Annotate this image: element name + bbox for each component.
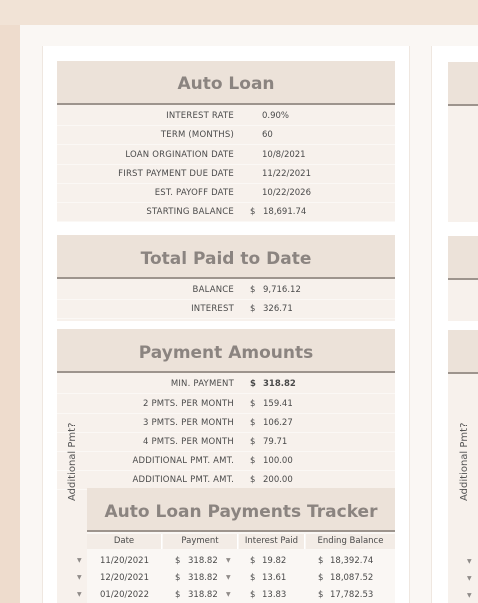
paid-balance-row	[57, 280, 395, 300]
second-sheet-panel-3-header	[448, 330, 478, 374]
tracker-title: Auto Loan Payments Tracker	[87, 488, 395, 532]
auto-loan-panel	[57, 61, 395, 222]
origination-date-row	[57, 145, 395, 165]
term-label: TERM (MONTHS)	[160, 130, 234, 140]
row-balance: 18,087.52	[330, 573, 374, 583]
second-sheet-panel-1-header	[448, 62, 478, 106]
starting-balance-value[interactable]: 18,691.74	[263, 207, 307, 217]
col-header-ending-balance: Ending Balance	[306, 534, 396, 549]
first-payment-row	[57, 164, 395, 184]
two-pmts-currency: $	[250, 399, 256, 409]
row-balance-currency: $	[318, 556, 324, 566]
total-paid-panel	[57, 235, 395, 321]
starting-balance-row	[57, 202, 395, 222]
row-interest-currency: $	[250, 573, 256, 583]
payment-dropdown-icon[interactable]: ▼	[226, 574, 231, 581]
row-payment[interactable]: 318.82	[188, 590, 218, 600]
four-pmts-value: 79.71	[263, 437, 288, 447]
second-sheet-panel-1	[448, 62, 478, 222]
second-sheet-panel-2	[448, 236, 478, 321]
additional-pmt-2-value[interactable]: 200.00	[263, 475, 293, 485]
paid-balance-label: BALANCE	[192, 285, 234, 295]
payment-dropdown-icon[interactable]: ▼	[226, 591, 231, 598]
four-pmts-currency: $	[250, 437, 256, 447]
three-pmts-row	[57, 413, 395, 433]
row-interest-currency: $	[250, 590, 256, 600]
three-pmts-value: 106.27	[263, 418, 293, 428]
second-sheet-page	[431, 46, 478, 603]
first-payment-value[interactable]: 11/22/2021	[262, 169, 311, 179]
two-pmts-label: 2 PMTS. PER MONTH	[142, 399, 234, 409]
interest-rate-value[interactable]: 0.90%	[262, 111, 290, 121]
row-payment-currency: $	[175, 573, 181, 583]
row-date[interactable]: 12/20/2021	[100, 573, 149, 583]
row-payment[interactable]: 318.82	[188, 573, 218, 583]
two-pmts-value: 159.41	[263, 399, 293, 409]
additional-pmt-dropdown-icon[interactable]: ▼	[77, 574, 82, 581]
paid-interest-label: INTEREST	[191, 304, 234, 314]
payoff-date-label: EST. PAYOFF DATE	[154, 188, 234, 198]
term-value[interactable]: 60	[262, 130, 273, 140]
paid-interest-row	[57, 299, 395, 319]
min-payment-label: MIN. PAYMENT	[170, 379, 234, 389]
additional-pmt-2-row	[57, 470, 395, 490]
second-sheet-dropdown-icon-2[interactable]: ▼	[467, 575, 472, 582]
additional-pmt-1-row	[57, 451, 395, 471]
payoff-date-value: 10/22/2026	[262, 188, 311, 198]
second-sheet-additional-pmt-label: Additional Pmt?	[459, 422, 470, 501]
min-payment-currency: $	[250, 379, 256, 389]
payment-amounts-title: Payment Amounts	[57, 329, 395, 373]
payoff-date-row	[57, 183, 395, 203]
paid-interest-currency: $	[250, 304, 256, 314]
paid-balance-currency: $	[250, 285, 256, 295]
interest-rate-label: INTEREST RATE	[166, 111, 234, 121]
min-payment-value: 318.82	[263, 379, 296, 389]
additional-pmt-dropdown-icon[interactable]: ▼	[77, 557, 82, 564]
term-row	[57, 125, 395, 145]
paid-interest-value: 326.71	[263, 304, 293, 314]
col-header-payment: Payment	[163, 534, 238, 549]
row-payment-currency: $	[175, 556, 181, 566]
second-sheet-dropdown-icon-1[interactable]: ▼	[467, 558, 472, 565]
additional-pmt-dropdown-icon[interactable]: ▼	[77, 591, 82, 598]
additional-pmt-1-value[interactable]: 100.00	[263, 456, 293, 466]
second-sheet-panel-2-header	[448, 236, 478, 280]
two-pmts-row	[57, 394, 395, 414]
tracker-row	[67, 586, 395, 603]
row-date[interactable]: 01/20/2022	[100, 590, 149, 600]
additional-pmt-2-label: ADDITIONAL PMT. AMT.	[132, 475, 234, 485]
tracker-row	[67, 569, 395, 586]
tracker-row	[67, 552, 395, 569]
second-sheet-dropdown-icon-3[interactable]: ▼	[467, 592, 472, 599]
four-pmts-label: 4 PMTS. PER MONTH	[142, 437, 234, 447]
row-balance-currency: $	[318, 590, 324, 600]
additional-pmt-2-currency: $	[250, 475, 256, 485]
row-interest-currency: $	[250, 556, 256, 566]
interest-rate-row	[57, 106, 395, 126]
min-payment-row	[57, 374, 395, 394]
row-balance: 17,782.53	[330, 590, 374, 600]
row-interest: 13.83	[262, 590, 287, 600]
row-balance: 18,392.74	[330, 556, 374, 566]
total-paid-title: Total Paid to Date	[57, 235, 395, 279]
starting-balance-currency: $	[250, 207, 256, 217]
paid-balance-value: 9,716.12	[263, 285, 301, 295]
additional-pmt-1-label: ADDITIONAL PMT. AMT.	[132, 456, 234, 466]
row-date[interactable]: 11/20/2021	[100, 556, 149, 566]
origination-date-label: LOAN ORGINATION DATE	[125, 150, 234, 160]
auto-loan-title: Auto Loan	[57, 61, 395, 105]
four-pmts-row	[57, 432, 395, 452]
first-payment-label: FIRST PAYMENT DUE DATE	[118, 169, 234, 179]
three-pmts-label: 3 PMTS. PER MONTH	[142, 418, 234, 428]
col-header-interest-paid: Interest Paid	[239, 534, 305, 549]
row-payment[interactable]: 318.82	[188, 556, 218, 566]
top-band	[0, 0, 478, 25]
additional-pmt-1-currency: $	[250, 456, 256, 466]
row-payment-currency: $	[175, 590, 181, 600]
row-interest: 19.82	[262, 556, 287, 566]
origination-date-value[interactable]: 10/8/2021	[262, 150, 306, 160]
starting-balance-label: STARTING BALANCE	[146, 207, 234, 217]
three-pmts-currency: $	[250, 418, 256, 428]
payment-dropdown-icon[interactable]: ▼	[226, 557, 231, 564]
additional-pmt-side-label: Additional Pmt?	[67, 422, 78, 501]
col-header-date: Date	[87, 534, 162, 549]
row-interest: 13.61	[262, 573, 287, 583]
row-balance-currency: $	[318, 573, 324, 583]
